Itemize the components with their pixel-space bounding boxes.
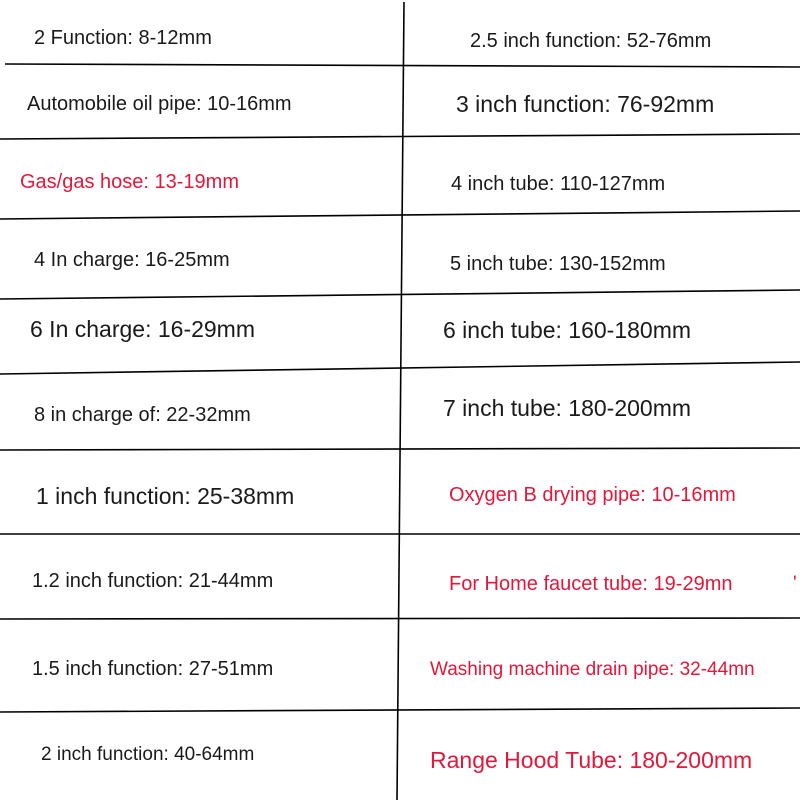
row-divider-line xyxy=(0,448,800,450)
left-cell-7: 1 inch function: 25-38mm xyxy=(36,482,295,509)
row-divider-line xyxy=(5,64,800,67)
row-divider-line xyxy=(0,618,800,619)
left-cell-1: 2 Function: 8-12mm xyxy=(34,27,212,49)
left-cell-9: 1.5 inch function: 27-51mm xyxy=(32,658,274,680)
row-divider-line xyxy=(0,134,800,139)
right-cell-2: 3 inch function: 76-92mm xyxy=(456,90,715,117)
column-divider-line xyxy=(397,2,404,800)
left-cell-4: 4 In charge: 16-25mm xyxy=(34,249,230,271)
row-divider-line xyxy=(0,290,800,299)
row-divider-line xyxy=(0,708,800,712)
left-cell-10: 2 inch function: 40-64mm xyxy=(41,743,255,765)
right-cell-1: 2.5 inch function: 52-76mm xyxy=(470,30,712,52)
edge-text-fragment: ' xyxy=(793,573,797,594)
left-cell-5: 6 In charge: 16-29mm xyxy=(30,315,256,342)
right-cell-8: For Home faucet tube: 19-29mn xyxy=(449,573,733,595)
left-cell-6: 8 in charge of: 22-32mm xyxy=(34,404,251,426)
right-cell-6: 7 inch tube: 180-200mm xyxy=(443,394,692,421)
right-cell-4: 5 inch tube: 130-152mm xyxy=(450,253,666,275)
right-cell-9: Washing machine drain pipe: 32-44mn xyxy=(430,658,755,680)
right-cell-10: Range Hood Tube: 180-200mm xyxy=(430,746,753,773)
right-cell-5: 6 inch tube: 160-180mm xyxy=(443,316,692,343)
right-cell-7: Oxygen B drying pipe: 10-16mm xyxy=(449,484,736,506)
right-cell-3: 4 inch tube: 110-127mm xyxy=(451,173,666,195)
row-divider-line xyxy=(0,211,800,219)
left-cell-8: 1.2 inch function: 21-44mm xyxy=(32,570,274,592)
left-cell-2: Automobile oil pipe: 10-16mm xyxy=(27,93,292,115)
left-cell-3: Gas/gas hose: 13-19mm xyxy=(20,171,239,193)
